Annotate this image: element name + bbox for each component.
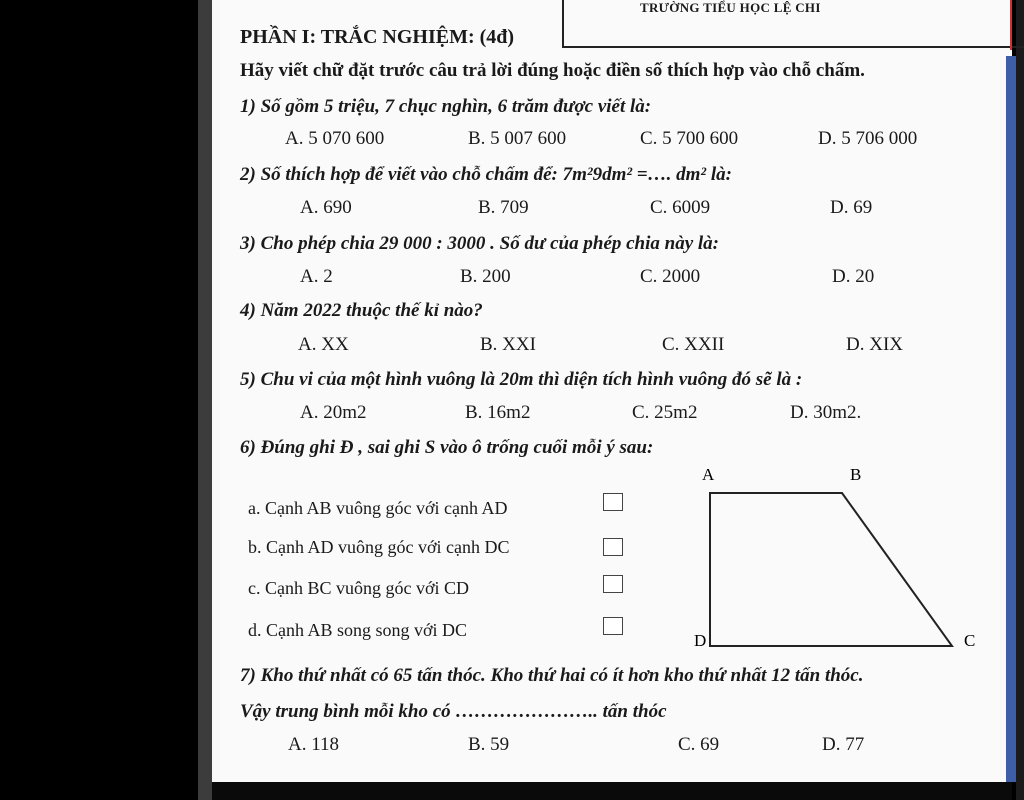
q1-option-b: B. 5 007 600 xyxy=(468,128,567,149)
trapezoid-figure xyxy=(690,460,990,660)
q2-option-c: C. 6009 xyxy=(650,197,711,218)
answer-box-b[interactable] xyxy=(603,538,623,556)
statement-a: a. Cạnh AB vuông góc với cạnh AD xyxy=(248,498,508,518)
viewer-right-border xyxy=(1016,0,1024,800)
viewer-bottom-bar xyxy=(212,782,1012,800)
answer-box-a[interactable] xyxy=(603,493,623,511)
question-7: 7) Kho thứ nhất có 65 tấn thóc. Kho thứ hai có ít hơn kho thứ nhất 12 tấn thóc. xyxy=(240,665,864,686)
vertex-d-label: D xyxy=(694,631,707,650)
q7-option-a: A. 118 xyxy=(288,734,340,755)
q7-option-c: C. 69 xyxy=(678,734,720,755)
q1-option-c: C. 5 700 600 xyxy=(640,128,739,149)
q3-option-d: D. 20 xyxy=(832,266,875,287)
question-1: 1) Số gồm 5 triệu, 7 chục nghìn, 6 trăm được viết là: xyxy=(240,96,652,117)
q5-option-a: A. 20m2 xyxy=(300,402,367,423)
statement-d: d. Cạnh AB song song với DC xyxy=(248,620,468,640)
scrollbar[interactable] xyxy=(1006,56,1016,782)
q4-option-a: A. XX xyxy=(298,334,349,355)
q5-option-b: B. 16m2 xyxy=(465,402,531,423)
vertex-c-label: C xyxy=(964,631,976,650)
question-5: 5) Chu vi của một hình vuông là 20m thì diện tích hình vuông đó sẽ là : xyxy=(240,369,803,390)
q4-option-b: B. XXI xyxy=(480,334,536,355)
vertex-b-label: B xyxy=(850,465,862,484)
q1-option-d: D. 5 706 000 xyxy=(818,128,918,149)
q1-option-a: A. 5 070 600 xyxy=(285,128,385,149)
q2-option-d: D. 69 xyxy=(830,197,873,218)
q5-option-d: D. 30m2. xyxy=(790,402,862,423)
q2-option-b: B. 709 xyxy=(478,197,529,218)
trapezoid-abcd xyxy=(710,493,952,646)
q3-option-a: A. 2 xyxy=(300,266,333,287)
part-title: PHẦN I: TRẮC NGHIỆM: (4đ) xyxy=(240,26,515,48)
instruction: Hãy viết chữ đặt trước câu trả lời đúng hoặc điền số thích hợp vào chỗ chấm. xyxy=(240,60,865,81)
viewer-left-border xyxy=(198,0,212,800)
q3-option-b: B. 200 xyxy=(460,266,511,287)
question-4: 4) Năm 2022 thuộc thế kỉ nào? xyxy=(240,300,483,321)
statement-b: b. Cạnh AD vuông góc với cạnh DC xyxy=(248,537,510,557)
answer-box-d[interactable] xyxy=(603,617,623,635)
q3-option-c: C. 2000 xyxy=(640,266,701,287)
question-6: 6) Đúng ghi Đ , sai ghi S vào ô trống cuối mỗi ý sau: xyxy=(240,437,654,458)
question-2: 2) Số thích hợp để viết vào chỗ chấm để: 7m²9dm² =…. dm² là: xyxy=(240,164,732,185)
q4-option-d: D. XIX xyxy=(846,334,903,355)
question-7-line-2: Vậy trung bình mỗi kho có ………………….. tấn thóc xyxy=(240,701,667,722)
q7-option-d: D. 77 xyxy=(822,734,865,755)
answer-box-c[interactable] xyxy=(603,575,623,593)
vertex-a-label: A xyxy=(702,465,715,484)
school-name: TRƯỜNG TIỂU HỌC LỆ CHI xyxy=(640,0,821,15)
header-red-line xyxy=(1010,0,1012,50)
q5-option-c: C. 25m2 xyxy=(632,402,698,423)
question-3: 3) Cho phép chia 29 000 : 3000 . Số dư của phép chia này là: xyxy=(240,233,720,254)
q4-option-c: C. XXII xyxy=(662,334,725,355)
q7-option-b: B. 59 xyxy=(468,734,510,755)
statement-c: c. Cạnh BC vuông góc với CD xyxy=(248,578,470,598)
q2-option-a: A. 690 xyxy=(300,197,352,218)
